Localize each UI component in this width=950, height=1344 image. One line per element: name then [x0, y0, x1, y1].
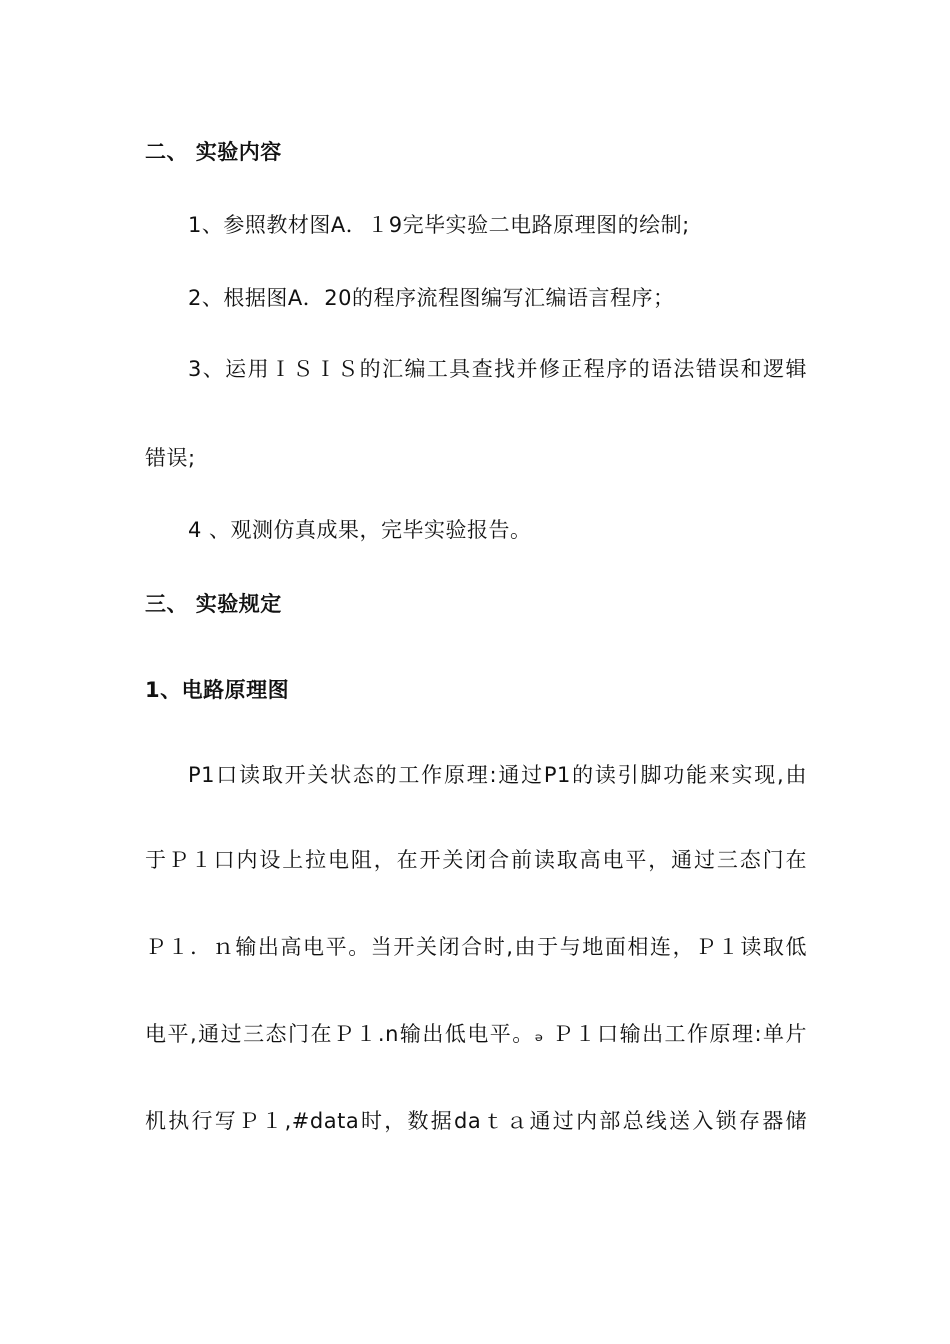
paragraph-line: 于Ｐ１口内设上拉电阻，在开关闭合前读取高电平，通过三态门在 [145, 848, 807, 872]
paragraph-line: 机执行写Ｐ１,#data时，数据daｔａ通过内部总线送入锁存器储 [145, 1109, 807, 1133]
list-item: 1、参照教材图A．１9完毕实验二电路原理图的绘制; [188, 213, 690, 237]
paragraph-line: Ｐ１．ｎ输出高电平。当开关闭合时,由于与地面相连，Ｐ１读取低 [145, 935, 807, 959]
paragraph-line: 电平,通过三态门在Ｐ１.n输出低电平。ₔ Ｐ１口输出工作原理:单片 [145, 1022, 807, 1046]
list-item: 3、运用ＩＳＩＳ的汇编工具查找并修正程序的语法错误和逻辑 [188, 357, 807, 381]
paragraph-line: P1口读取开关状态的工作原理:通过P1的读引脚功能来实现,由 [188, 763, 807, 787]
list-item: 4 、观测仿真成果，完毕实验报告。 [188, 518, 532, 542]
list-item-continuation: 错误; [145, 446, 196, 470]
section-heading-content: 二、 实验内容 [145, 140, 282, 164]
section-heading-requirements: 三、 实验规定 [145, 592, 282, 616]
list-item: 2、根据图A．20的程序流程图编写汇编语言程序； [188, 286, 675, 310]
subheading-circuit-diagram: 1、电路原理图 [145, 678, 290, 702]
